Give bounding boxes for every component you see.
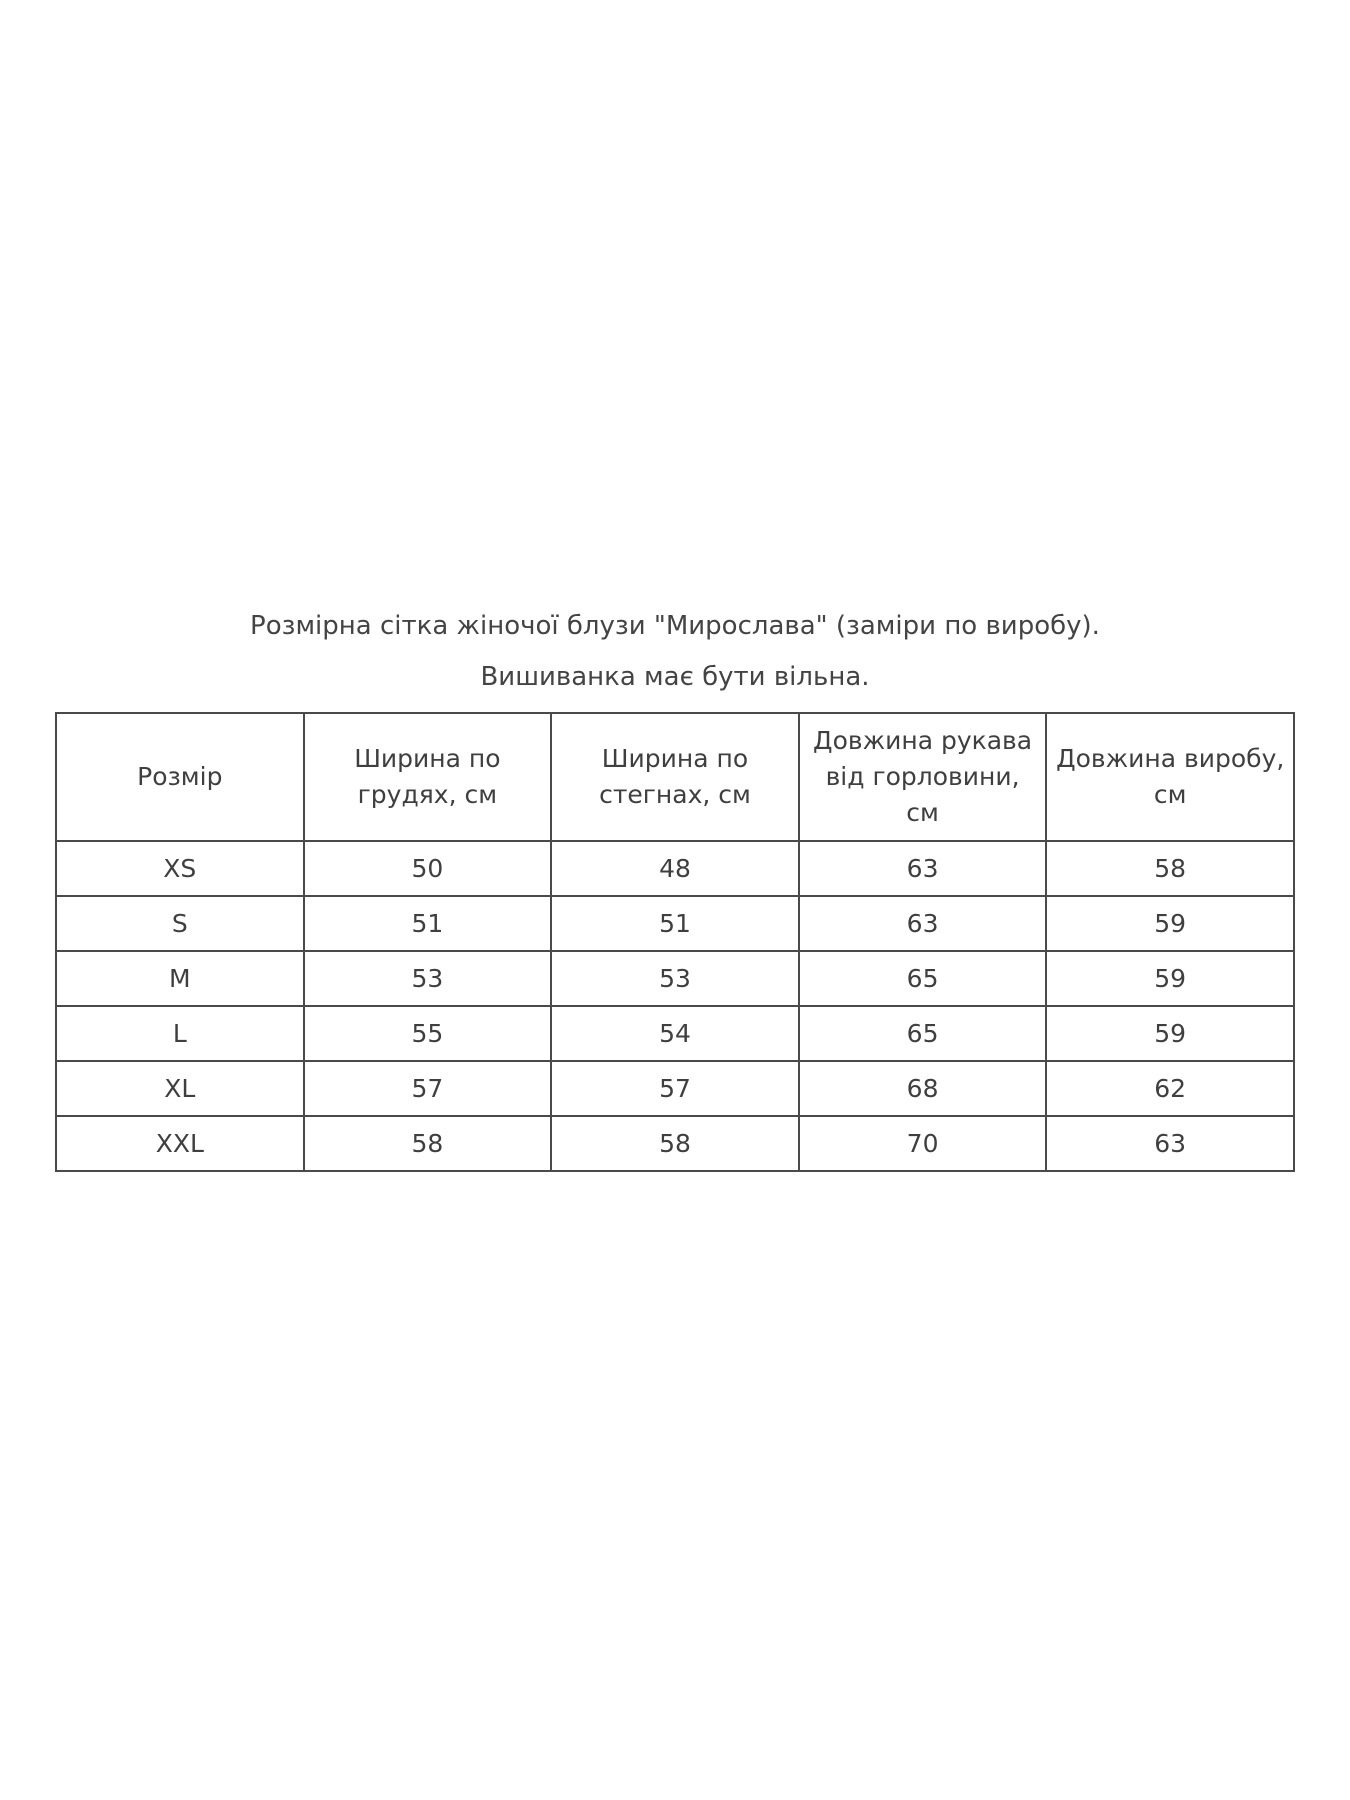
cell-sleeve-length: 65 [799, 1006, 1047, 1061]
cell-chest-width: 50 [304, 841, 552, 896]
table-header [56, 713, 1294, 841]
table-row [56, 841, 1294, 896]
cell-sleeve-length: 63 [799, 841, 1047, 896]
table-row [56, 896, 1294, 951]
cell-hip-width: 54 [551, 1006, 799, 1061]
cell-sleeve-length: 70 [799, 1116, 1047, 1171]
cell-garment-length: 62 [1046, 1061, 1294, 1116]
cell-size: L [56, 1006, 304, 1061]
cell-garment-length: 59 [1046, 896, 1294, 951]
table-row [56, 951, 1294, 1006]
size-chart-table [55, 712, 1295, 1172]
cell-garment-length: 58 [1046, 841, 1294, 896]
cell-size: S [56, 896, 304, 951]
header-chest-width: Ширина по грудях, см [304, 713, 552, 841]
cell-hip-width: 58 [551, 1116, 799, 1171]
cell-size: M [56, 951, 304, 1006]
header-garment-length: Довжина виробу, см [1046, 713, 1294, 841]
cell-chest-width: 53 [304, 951, 552, 1006]
header-hip-width: Ширина по стегнах, см [551, 713, 799, 841]
header-row [56, 713, 1294, 841]
cell-chest-width: 57 [304, 1061, 552, 1116]
table-row [56, 1006, 1294, 1061]
page-subtitle: Вишиванка має бути вільна. [480, 662, 870, 692]
cell-hip-width: 51 [551, 896, 799, 951]
cell-chest-width: 58 [304, 1116, 552, 1171]
header-sleeve-length: Довжина рукава від горловини, см [799, 713, 1047, 841]
cell-size: XXL [56, 1116, 304, 1171]
header-size: Розмір [56, 713, 304, 841]
cell-sleeve-length: 65 [799, 951, 1047, 1006]
page-title: Розмірна сітка жіночої блузи "Мирослава" (заміри по виробу). [250, 611, 1100, 641]
cell-garment-length: 59 [1046, 1006, 1294, 1061]
cell-sleeve-length: 68 [799, 1061, 1047, 1116]
cell-size: XS [56, 841, 304, 896]
cell-chest-width: 51 [304, 896, 552, 951]
cell-hip-width: 57 [551, 1061, 799, 1116]
table-row [56, 1116, 1294, 1171]
cell-chest-width: 55 [304, 1006, 552, 1061]
cell-garment-length: 63 [1046, 1116, 1294, 1171]
cell-hip-width: 53 [551, 951, 799, 1006]
cell-hip-width: 48 [551, 841, 799, 896]
cell-size: XL [56, 1061, 304, 1116]
cell-sleeve-length: 63 [799, 896, 1047, 951]
table-body [56, 841, 1294, 1171]
table-row [56, 1061, 1294, 1116]
cell-garment-length: 59 [1046, 951, 1294, 1006]
